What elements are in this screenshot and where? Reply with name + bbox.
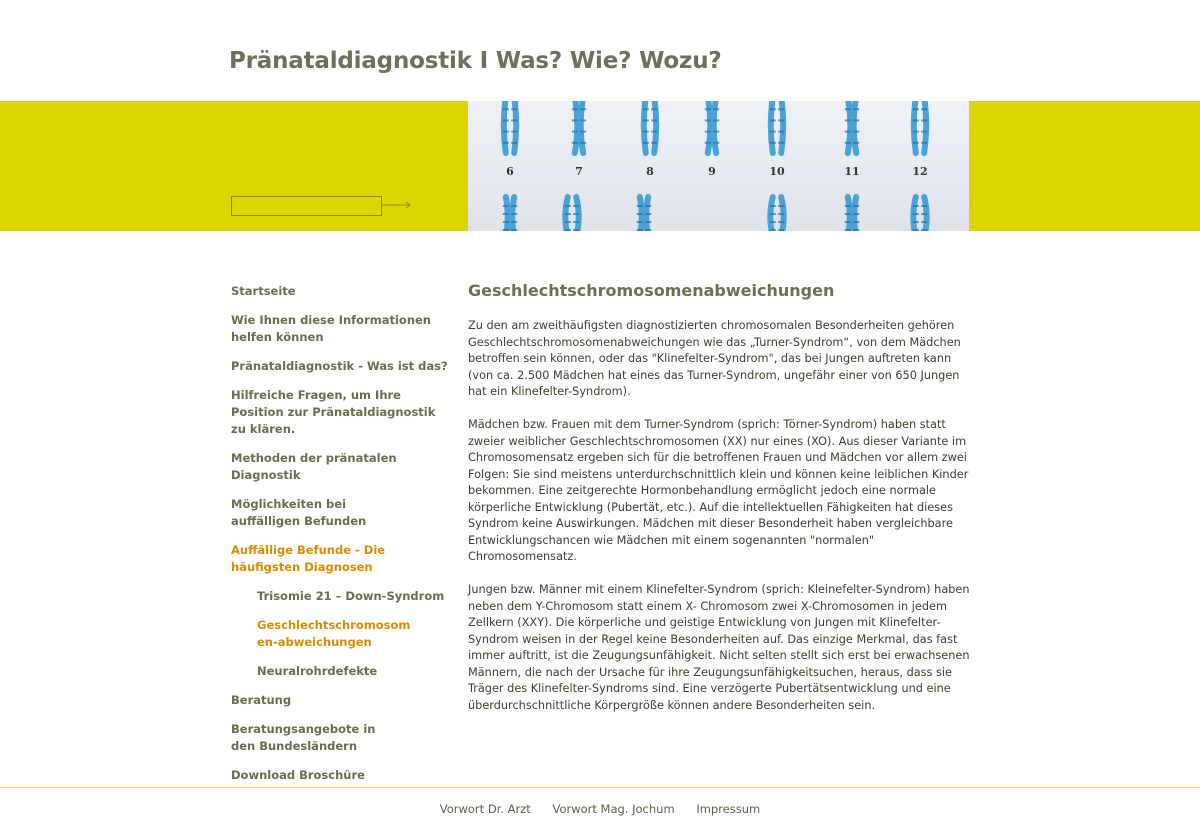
content-paragraph: Jungen bzw. Männer mit einem Klinefelter-Syndrom (sprich: Kleinefelter-Syndrom) haben neben dem Y-Chromosom statt einem X- Chromosom zwei X-Chromosomen in jedem Zellkern (XXY). Die körperliche und geistige Entwicklung von Jungen mit Klinefelter-Syndrom weisen in der Regel keine Besonderheiten auf. Das einzige Merkmal, das fast immer auftritt, ist die Zeugungsunfähigkeit. Nicht selten stellt sich erst bei erwachsenen Männern, die nach der Ursache für ihre Zeugungsunfähigkeitsuchen, heraus, dass sie Träger des Klinefelter-Syndroms sind. Eine verzögerte Pubertätsentwicklung und eine überdurchschnittliche Körpergröße können andere Besonderheiten sein. [468, 583, 970, 712]
sidebar-subitem-trisomie-21[interactable]: Trisomie 21 – Down-Syndrom [257, 589, 445, 603]
sidebar-item-startseite[interactable]: Startseite [231, 284, 296, 298]
sidebar-subitem-geschlechtschromosomen[interactable]: Geschlechtschromosomen-abweichungen [257, 618, 411, 649]
site-title: Pränataldiagnostik I Was? Wie? Wozu? [229, 48, 722, 74]
footer-nav [0, 802, 1200, 816]
chromosome-upper [503, 101, 517, 153]
search-input[interactable] [231, 196, 382, 216]
chromosome-lower [503, 197, 517, 231]
chromosome-number: 6 [506, 165, 514, 178]
chromosome-number: 7 [575, 165, 583, 178]
chromosome-lower [845, 197, 859, 231]
footer-divider [0, 787, 1200, 788]
page-heading: Geschlechtschromosomenabweichungen [468, 281, 835, 300]
chromosome-lower [913, 197, 927, 231]
sidebar-subitem-neuralrohrdefekte[interactable]: Neuralrohrdefekte [257, 664, 378, 678]
footer-link-vorwort-arzt[interactable]: Vorwort Dr. Arzt [439, 802, 531, 816]
main-content [468, 281, 973, 731]
chromosome-number: 9 [708, 165, 716, 178]
chromosome-upper [572, 101, 586, 153]
sidebar-item-methoden[interactable]: Methoden der pränatalen Diagnostik [231, 451, 397, 482]
chromosome-upper [705, 101, 719, 153]
content-paragraph: Zu den am zweithäufigsten diagnostizierten chromosomalen Besonderheiten gehören Geschlechtschromosomenabweichungen wie das „Turner-Syndrom“, von dem Mädchen betroffen sein können, oder das "Klinefelter-Syndrom", das bei Jungen auftreten kann (von ca. 2.500 Mädchen hat eines das Turner-Syndrom, ungefähr einer von 650 Jungen hat ein Klinefelter-Syndrom). [468, 319, 961, 398]
chromosome-upper [770, 101, 784, 153]
sidebar-item-auffaellige-befunde[interactable]: Auffällige Befunde - Die häufigsten Diagnosen [231, 543, 386, 574]
content-paragraph: Mädchen bzw. Frauen mit dem Turner-Syndrom (sprich: Törner-Syndrom) haben statt zweier weiblicher Geschlechtschromosomen (XX) nur eines (XO). Aus dieser Variante im Chromosomensatz ergeben sich für die betroffenen Frauen und Mädchen vor allem zwei Folgen: Sie sind meistens unterdurchschnittlich klein und können keine leiblichen Kinder bekommen. Eine zeitgerechte Hormonbehandlung ermöglicht jedoch eine normale körperliche Entwicklung (Pubertät, etc.). Auf die intellektuellen Fähigkeiten hat dieses Syndrom keine Auswirkungen. Mädchen mit dieser Besonderheit haben vergleichbare Entwicklungschancen wie Mädchen mit einem sogenannten "normalen" Chromosomensatz. [468, 418, 969, 563]
sidebar-nav [231, 283, 451, 784]
footer-link-vorwort-jochum[interactable]: Vorwort Mag. Jochum [552, 802, 675, 816]
sidebar-item-beratungsangebote[interactable]: Beratungsangebote in den Bundesländern [231, 722, 376, 753]
sidebar-item-moeglichkeiten[interactable]: Möglichkeiten bei auffälligen Befunden [231, 497, 367, 528]
sidebar-item-hilfreiche-fragen[interactable]: Hilfreiche Fragen, um Ihre Position zur Pränataldiagnostik zu klären. [231, 388, 436, 436]
chromosome-lower [565, 197, 579, 231]
chromosome-upper [845, 101, 859, 153]
sidebar-item-was-ist-das[interactable]: Pränataldiagnostik - Was ist das? [231, 359, 448, 373]
chromosome-number: 10 [769, 165, 785, 178]
chromosome-number: 8 [646, 165, 654, 178]
footer-link-impressum[interactable]: Impressum [696, 802, 761, 816]
chromosome-karyotype-image [468, 101, 969, 231]
sidebar-item-download-broschuere[interactable]: Download Broschüre [231, 768, 365, 782]
chromosome-upper [913, 101, 927, 153]
chromosome-number: 12 [912, 165, 928, 178]
sidebar-item-beratung[interactable]: Beratung [231, 693, 292, 707]
chromosome-upper [643, 101, 657, 153]
chromosome-illustration [468, 101, 969, 231]
arrow-right-icon[interactable] [382, 198, 412, 212]
chromosome-lower [770, 197, 784, 231]
chromosome-lower [637, 197, 651, 231]
chromosome-number: 11 [844, 165, 860, 178]
sidebar-item-informationen[interactable]: Wie Ihnen diese Informationen helfen können [231, 313, 431, 344]
